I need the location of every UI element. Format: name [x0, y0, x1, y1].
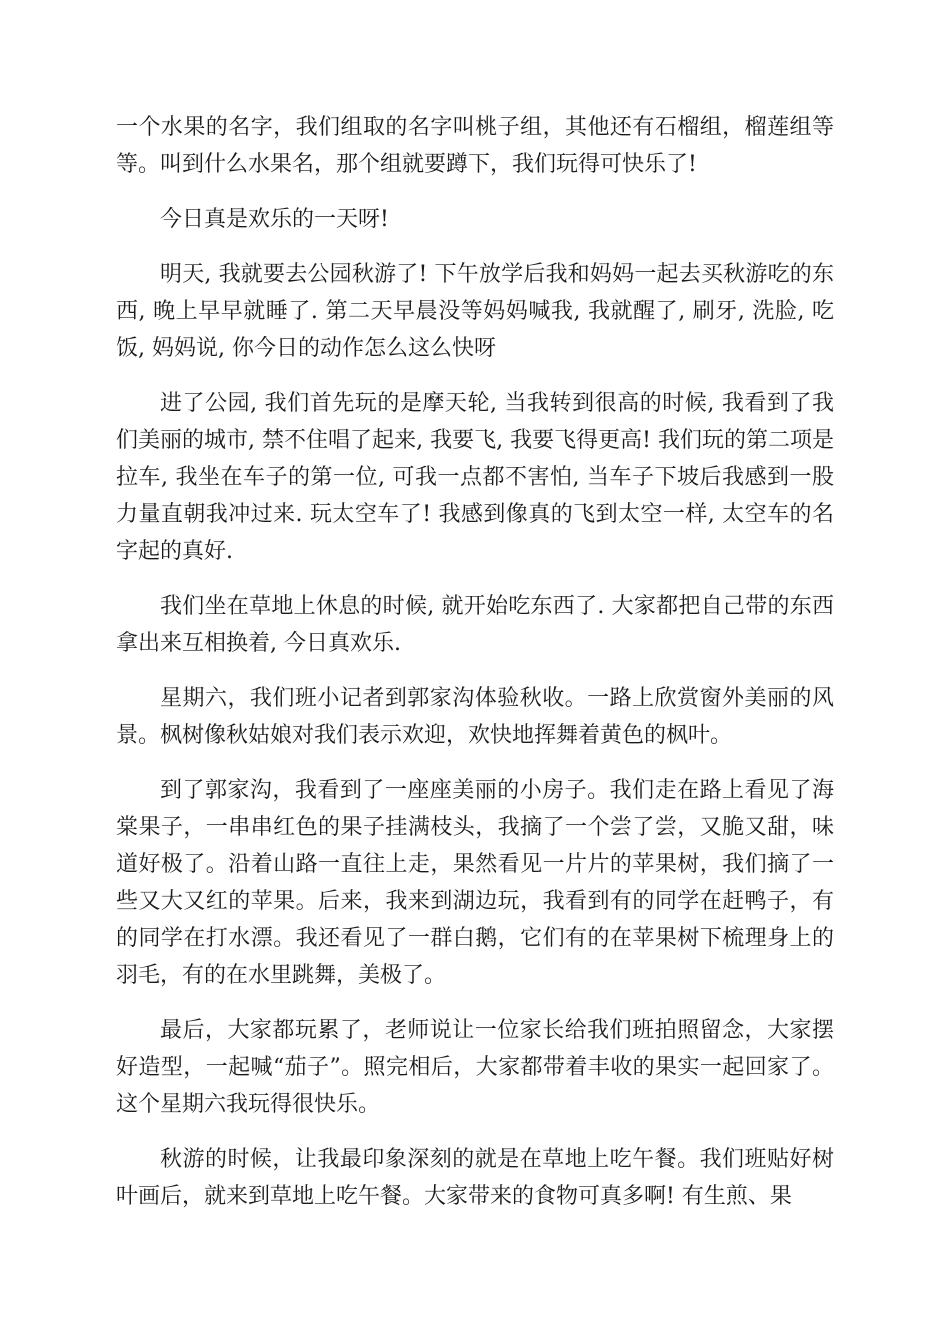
paragraph-7: 到了郭家沟，我看到了一座座美丽的小房子。我们走在路上看见了海棠果子，一串串红色的果子挂满枝头，我摘了一个尝了尝，又脆又甜，味道好极了。沿着山路一直往上走，果然看见一片片的苹果树，我们摘了一些又大又红的苹果。后来，我来到湖边玩，我看到有的同学在赶鸭子，有的同学在打水漂。我还看见了一群白鹅，它们有的在苹果树下梳理身上的羽毛，有的在水里跳舞，美极了。	[116, 778, 834, 988]
paragraph-5: 我们坐在草地上休息的时候, 就开始吃东西了. 大家都把自己带的东西拿出来互相换着, 今日真欢乐.	[116, 594, 834, 656]
paragraph-8: 最后，大家都玩累了，老师说让一位家长给我们班拍照留念，大家摆好造型，一起喊“茄子”。照完相后，大家都带着丰收的果实一起回家了。这个星期六我玩得很快乐。	[116, 1018, 834, 1117]
paragraph-6: 星期六，我们班小记者到郭家沟体验秋收。一路上欣赏窗外美丽的风景。枫树像秋姑娘对我们表示欢迎，欢快地挥舞着黄色的枫叶。	[116, 686, 834, 748]
paragraph-9: 秋游的时候，让我最印象深刻的就是在草地上吃午餐。我们班贴好树叶画后，就来到草地上吃午餐。大家带来的食物可真多啊! 有生煎、果	[116, 1147, 834, 1209]
paragraph-1: 一个水果的名字，我们组取的名字叫桃子组，其他还有石榴组，榴莲组等等。叫到什么水果名，那个组就要蹲下，我们玩得可快乐了!	[116, 115, 834, 177]
paragraph-2: 今日真是欢乐的一天呀!	[160, 207, 389, 232]
paragraph-4: 进了公园, 我们首先玩的是摩天轮, 当我转到很高的时候, 我看到了我们美丽的城市, 禁不住唱了起来, 我要飞, 我要飞得更高! 我们玩的第二项是拉车, 我坐在车子的第一位, 可我一点都不害怕, 当车子下坡后我感到一股力量直朝我冲过来. 玩太空车了! 我感到像真的飞到太空一样, 太空车的名字起的真好.	[116, 391, 834, 564]
paragraph-3: 明天, 我就要去公园秋游了! 下午放学后我和妈妈一起去买秋游吃的东西, 晚上早早就睡了. 第二天早晨没等妈妈喊我, 我就醒了, 刷牙, 洗脸, 吃饭, 妈妈说, 你今日的动作怎么这么快呀	[116, 262, 834, 361]
document-body	[116, 109, 834, 1233]
